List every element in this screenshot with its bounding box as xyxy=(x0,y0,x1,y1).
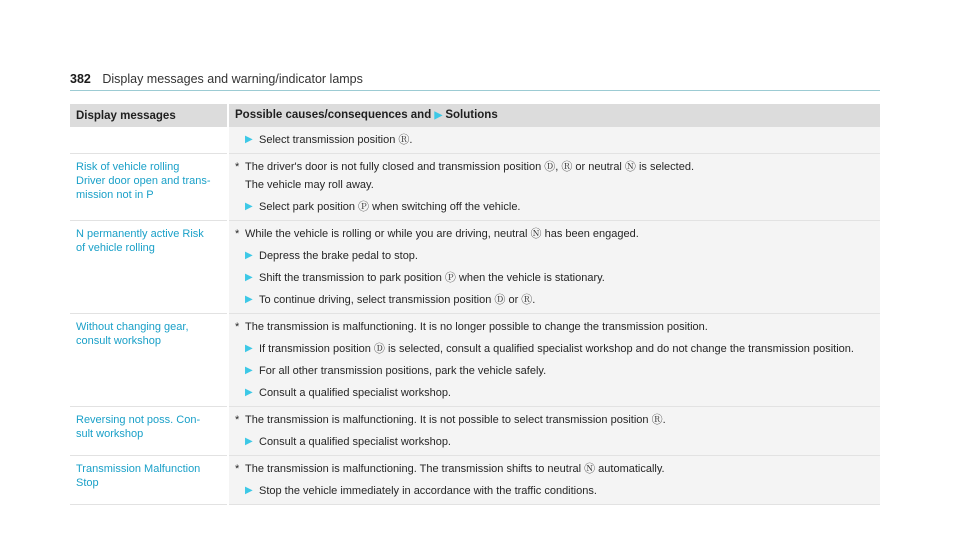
message-label-cell xyxy=(70,127,228,154)
table-row xyxy=(70,456,880,505)
triangle-right-icon: ▶ xyxy=(245,294,253,305)
column-header-causes-solutions xyxy=(228,104,880,127)
triangle-right-icon: ▶ xyxy=(245,201,253,212)
line-text: The vehicle may roll away. xyxy=(245,179,374,191)
solution-step xyxy=(235,386,874,400)
message-label-line: Without changing gear, xyxy=(76,321,189,333)
triangle-right-icon: ▶ xyxy=(434,110,443,121)
line-text: The transmission is malfunctioning. It is no longer possible to change the transmission position. xyxy=(245,321,708,333)
solutions-header-text: Solutions xyxy=(445,109,498,121)
triangle-right-icon: ▶ xyxy=(245,134,253,145)
page-header xyxy=(70,72,363,86)
message-label-line: consult workshop xyxy=(76,335,161,347)
cause-bullet xyxy=(235,462,874,476)
consequence-text xyxy=(235,178,874,192)
line-text: Select transmission position Ⓡ. xyxy=(259,134,413,146)
table-row xyxy=(70,314,880,407)
line-text: For all other transmission positions, park the vehicle safely. xyxy=(259,365,547,377)
cause-solution-cell xyxy=(228,314,880,407)
asterisk-bullet: * xyxy=(235,463,240,475)
line-text: Consult a qualified specialist workshop. xyxy=(259,436,451,448)
display-messages-table xyxy=(70,104,880,505)
message-label-line: Transmission Malfunction xyxy=(76,463,201,475)
table-row xyxy=(70,127,880,154)
message-label-line: sult workshop xyxy=(76,428,144,440)
triangle-right-icon: ▶ xyxy=(245,343,253,354)
solution-step xyxy=(235,200,874,214)
triangle-right-icon: ▶ xyxy=(245,250,253,261)
cause-solution-cell xyxy=(228,456,880,505)
cause-bullet xyxy=(235,413,874,427)
message-label-line: Reversing not poss. Con- xyxy=(76,414,201,426)
triangle-right-icon: ▶ xyxy=(245,387,253,398)
table-row xyxy=(70,154,880,221)
solution-step xyxy=(235,342,874,356)
message-label-line: Driver door open and trans- xyxy=(76,175,211,187)
line-text: Stop the vehicle immediately in accordance with the traffic conditions. xyxy=(259,485,597,497)
solution-step xyxy=(235,271,874,285)
solution-step xyxy=(235,435,874,449)
header-divider xyxy=(70,90,880,91)
page-title: Display messages and warning/indicator lamps xyxy=(102,72,363,86)
solution-step xyxy=(235,249,874,263)
message-label-cell xyxy=(70,407,228,456)
table-header-row xyxy=(70,104,880,127)
line-text: The driver's door is not fully closed and transmission position Ⓓ, Ⓡ or neutral Ⓝ is selected. xyxy=(245,161,695,173)
solution-step xyxy=(235,484,874,498)
triangle-right-icon: ▶ xyxy=(245,365,253,376)
table-row xyxy=(70,221,880,314)
column-header-display-messages: Display messages xyxy=(70,104,228,127)
cause-solution-cell xyxy=(228,407,880,456)
solution-step xyxy=(235,364,874,378)
line-text: The transmission is malfunctioning. The transmission shifts to neutral Ⓝ automatically. xyxy=(245,463,665,475)
message-label-cell xyxy=(70,154,228,221)
line-text: To continue driving, select transmission position Ⓓ or Ⓡ. xyxy=(259,294,536,306)
message-label-cell xyxy=(70,221,228,314)
asterisk-bullet: * xyxy=(235,321,240,333)
line-text: Shift the transmission to park position Ⓟ when the vehicle is stationary. xyxy=(259,272,605,284)
triangle-right-icon: ▶ xyxy=(245,272,253,283)
message-label-cell xyxy=(70,314,228,407)
message-label-line: Stop xyxy=(76,477,99,489)
line-text: If transmission position Ⓓ is selected, consult a qualified specialist workshop and do not change the transmission position. xyxy=(259,343,854,355)
asterisk-bullet: * xyxy=(235,161,240,173)
cause-solution-cell xyxy=(228,127,880,154)
message-label-line: N permanently active Risk xyxy=(76,228,204,240)
cause-bullet xyxy=(235,320,874,334)
triangle-right-icon: ▶ xyxy=(245,485,253,496)
page-number: 382 xyxy=(70,72,91,86)
table-row xyxy=(70,407,880,456)
message-label-line: of vehicle rolling xyxy=(76,242,155,254)
cause-solution-cell xyxy=(228,221,880,314)
message-label-cell xyxy=(70,456,228,505)
cause-bullet xyxy=(235,160,874,174)
solution-step xyxy=(235,133,874,147)
line-text: The transmission is malfunctioning. It is not possible to select transmission position Ⓡ. xyxy=(245,414,666,426)
asterisk-bullet: * xyxy=(235,414,240,426)
message-label-line: mission not in P xyxy=(76,189,154,201)
line-text: While the vehicle is rolling or while you are driving, neutral Ⓝ has been engaged. xyxy=(245,228,639,240)
triangle-right-icon: ▶ xyxy=(245,436,253,447)
line-text: Depress the brake pedal to stop. xyxy=(259,250,418,262)
asterisk-bullet: * xyxy=(235,228,240,240)
line-text: Consult a qualified specialist workshop. xyxy=(259,387,451,399)
message-label-line: Risk of vehicle rolling xyxy=(76,161,180,173)
cause-solution-cell xyxy=(228,154,880,221)
solution-step xyxy=(235,293,874,307)
causes-header-text: Possible causes/consequences and xyxy=(235,109,432,121)
cause-bullet xyxy=(235,227,874,241)
line-text: Select park position Ⓟ when switching off the vehicle. xyxy=(259,201,521,213)
